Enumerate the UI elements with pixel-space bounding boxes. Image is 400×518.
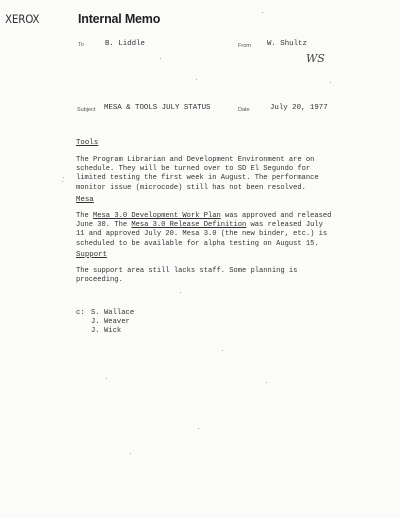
section-heading-tools: Tools bbox=[76, 139, 99, 147]
tools-line: limited testing the first week in August. The performance bbox=[76, 174, 319, 183]
release-definition-title: Mesa 3.0 Release Definition bbox=[131, 221, 247, 230]
scan-speck bbox=[222, 350, 223, 351]
to-label: To bbox=[78, 42, 84, 48]
subject-value: MESA & TOOLS JULY STATUS bbox=[104, 104, 211, 112]
scan-speck bbox=[330, 82, 331, 83]
tools-paragraph bbox=[76, 156, 400, 193]
handwritten-initials: WS bbox=[306, 52, 325, 65]
xerox-logo: XEROX bbox=[5, 12, 40, 26]
section-heading-mesa: Mesa bbox=[76, 196, 94, 204]
scan-speck bbox=[106, 378, 107, 379]
support-line: proceeding. bbox=[76, 276, 123, 285]
scan-speck bbox=[62, 181, 63, 182]
subject-label: Subject bbox=[77, 107, 96, 113]
date-label: Date bbox=[238, 107, 250, 113]
cc-name: S. Wallace bbox=[91, 309, 135, 317]
scan-speck bbox=[63, 177, 64, 178]
tools-line: schedule. They will be turned over to SD El Segundo for bbox=[76, 165, 311, 174]
mesa-line: The Mesa 3.0 Development Work Plan was approved and released bbox=[76, 212, 332, 220]
mesa-line: June 30. The Mesa 3.0 Release Definition was released July bbox=[76, 221, 323, 230]
tools-line: monitor issue (microcode) still has not been resolved. bbox=[76, 183, 306, 192]
scan-speck bbox=[180, 292, 181, 293]
memo-title: Internal Memo bbox=[78, 12, 161, 26]
cc-name: J. Wick bbox=[91, 327, 122, 336]
cc-label: c: bbox=[76, 309, 85, 317]
scan-speck bbox=[262, 12, 263, 13]
mesa-line: 11 and approved July 20. Mesa 3.0 (the new binder, etc.) is bbox=[76, 230, 328, 239]
section-heading-support: Support bbox=[76, 251, 108, 259]
scan-speck bbox=[160, 58, 161, 59]
to-value: B. Liddle bbox=[105, 40, 145, 48]
mesa-line: scheduled to be available for alpha testing on August 15. bbox=[76, 239, 319, 248]
scan-speck bbox=[130, 453, 131, 454]
scan-speck bbox=[198, 428, 199, 429]
cc-name: J. Weaver bbox=[91, 318, 130, 327]
scan-speck bbox=[266, 382, 267, 383]
work-plan-title: Mesa 3.0 Development Work Plan bbox=[93, 212, 221, 220]
tools-line: The Program Librarian and Development Environment are on bbox=[76, 156, 315, 164]
cc-list bbox=[91, 309, 134, 337]
mesa-paragraph bbox=[76, 212, 400, 249]
date-value: July 20, 1977 bbox=[270, 104, 328, 112]
from-label: From bbox=[238, 43, 251, 49]
scan-speck bbox=[196, 79, 197, 80]
from-value: W. Shultz bbox=[267, 40, 307, 48]
support-line: The support area still lacks staff. Some planning is bbox=[76, 267, 298, 275]
support-paragraph bbox=[76, 267, 400, 285]
